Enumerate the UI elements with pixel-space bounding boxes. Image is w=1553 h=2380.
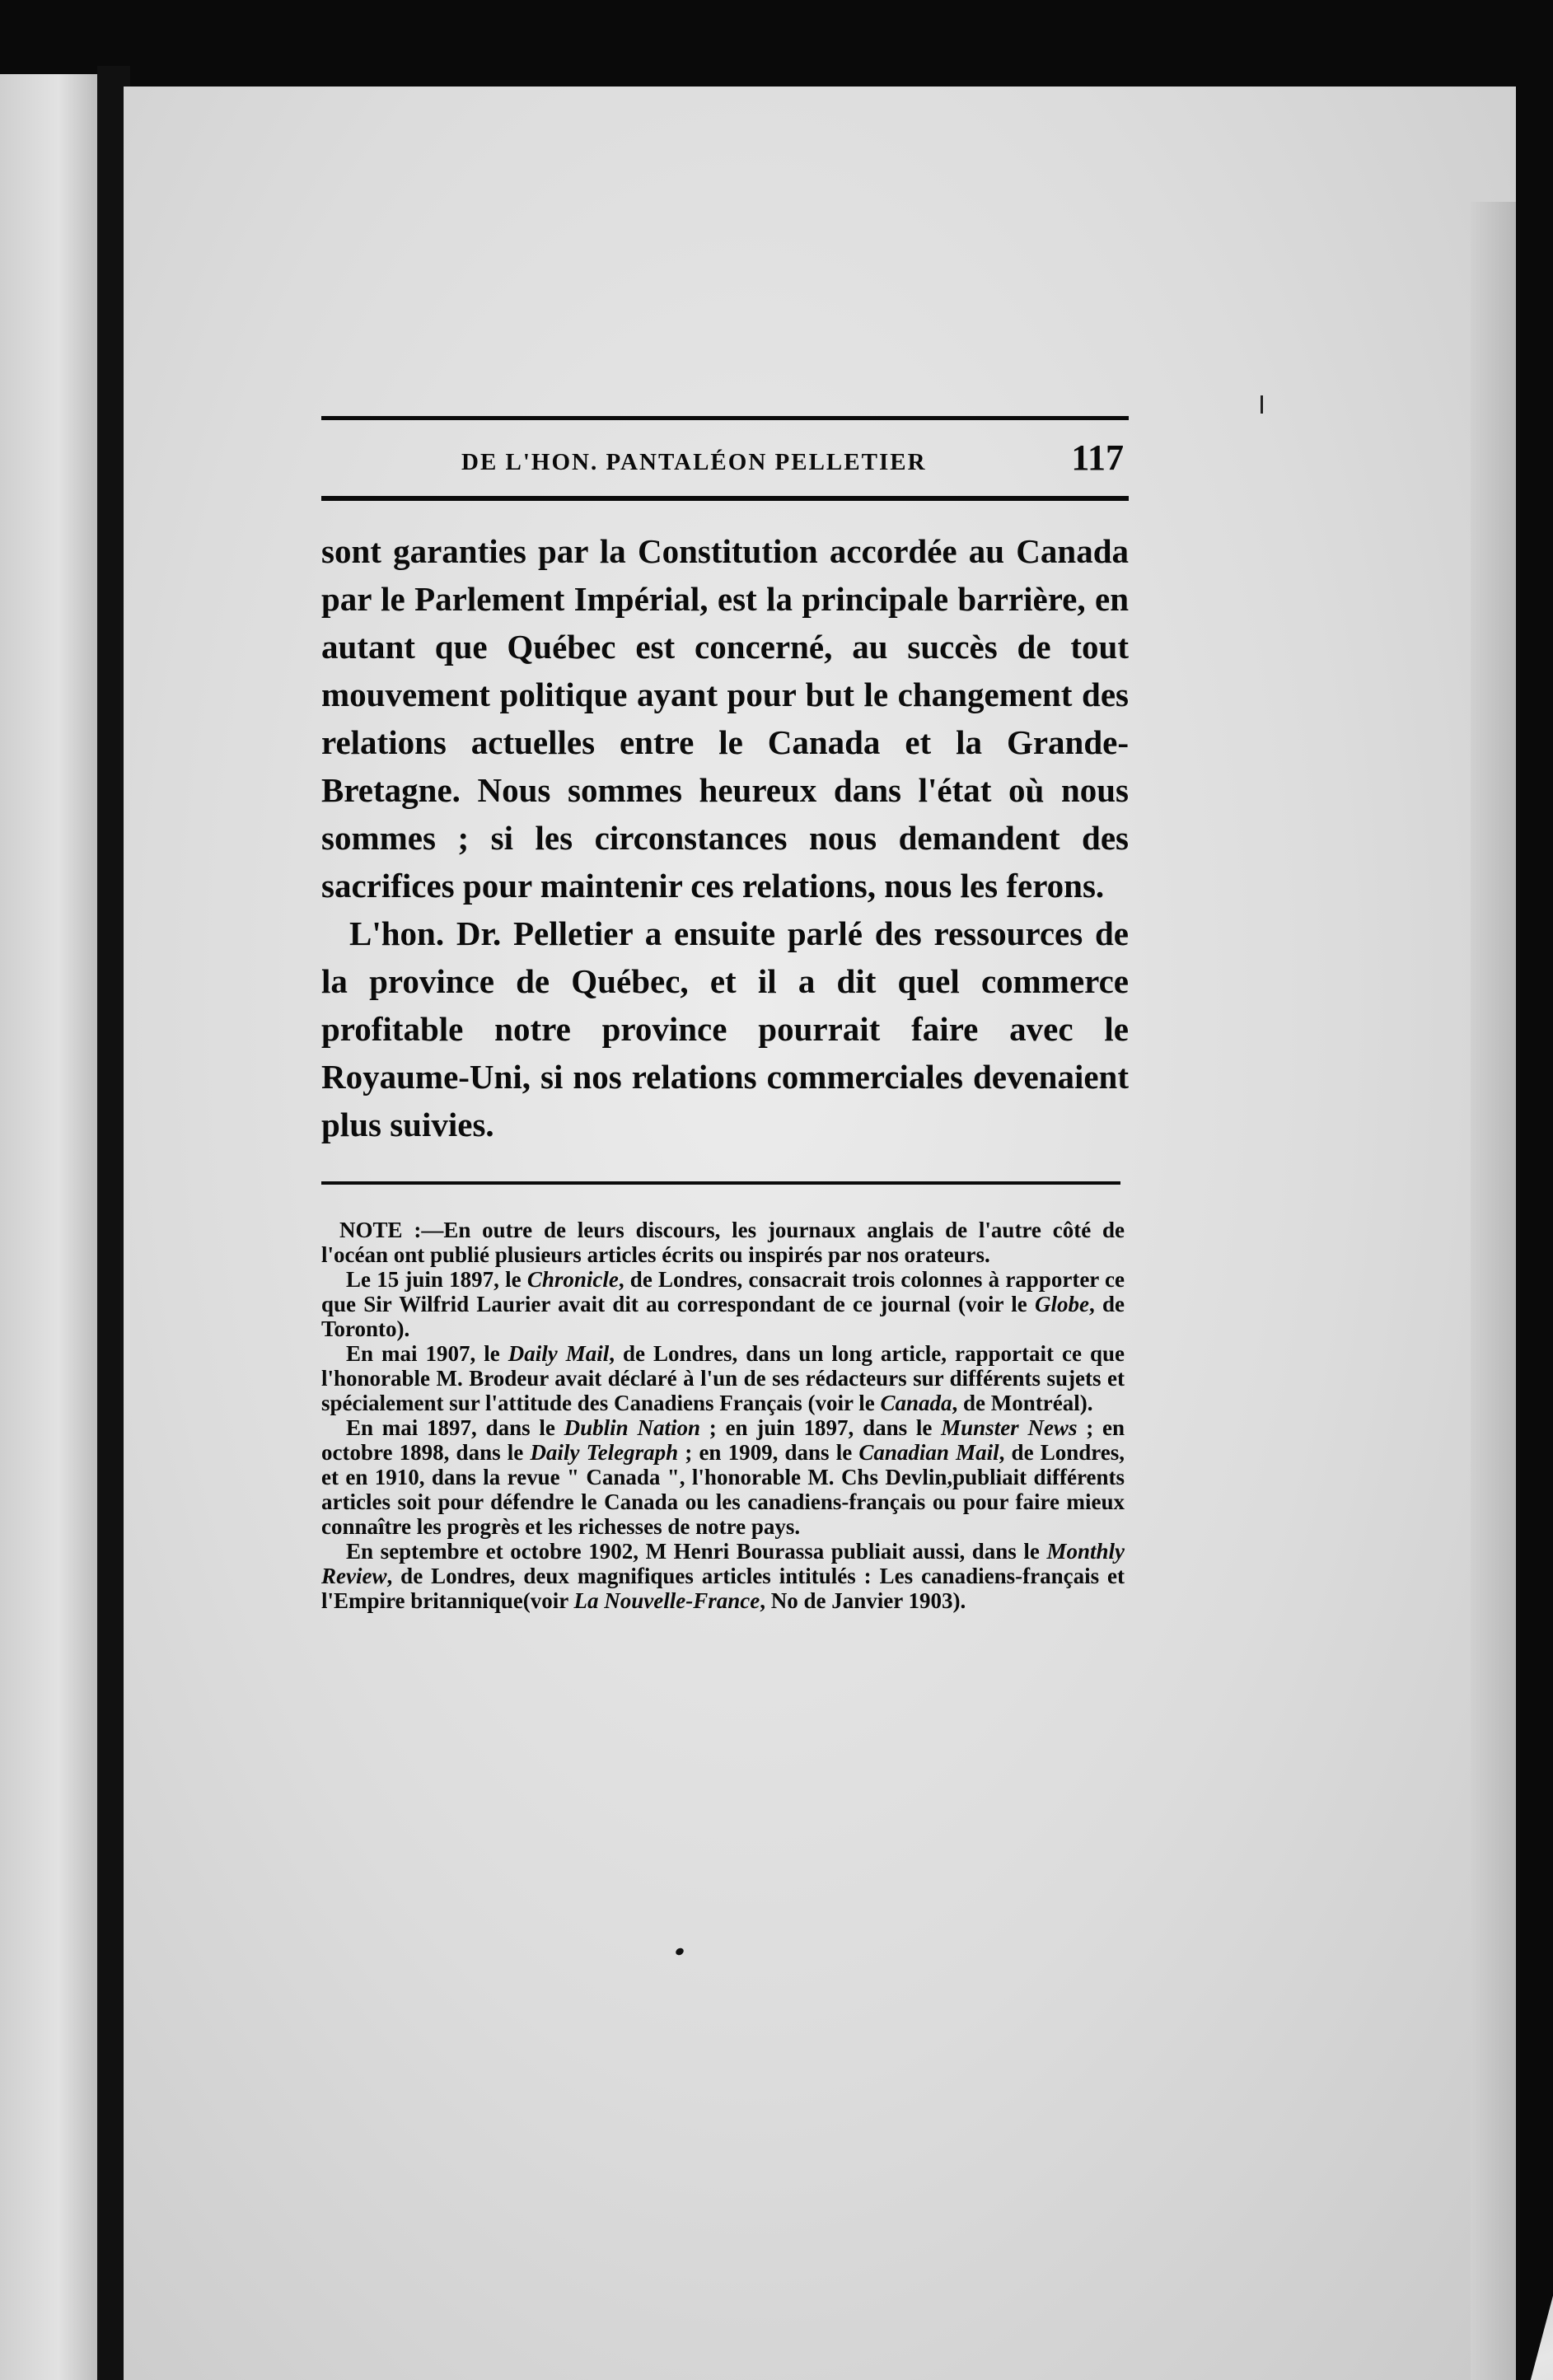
publication-name: Dublin Nation — [564, 1415, 700, 1440]
footnote: En mai 1897, dans le Dublin Nation ; en juin 1897, dans le Munster News ; en octobre 1898, dans le Daily Telegraph ; en 1909, dans le Canadian Mail, de Londres, et en 1910, dans la revue " Canada ", l'honorable M. Chs Devlin,publiait différents articles soit pour défendre le Canada ou les canadiens-français ou pour faire mieux connaître les progrès et les richesses de notre pays. — [321, 1415, 1125, 1539]
adjacent-page-strip — [0, 74, 97, 2380]
running-head — [321, 437, 1129, 489]
publication-name: Chronicle — [526, 1267, 619, 1292]
footnote: Le 15 juin 1897, le Chronicle, de Londres, consacrait trois colonnes à rapporter ce que Sir Wilfrid Laurier avait dit au correspondant de ce journal (voir le Globe, de Toronto). — [321, 1267, 1125, 1341]
running-title: DE L'HON. PANTALÉON PELLETIER — [461, 449, 927, 475]
publication-name: Daily Telegraph — [530, 1440, 679, 1465]
stray-mark — [1261, 395, 1263, 414]
body-paragraph: sont garanties par la Constitution accordée au Canada par le Parlement Impérial, est la principale barrière, en autant que Québec est concerné, au succès de tout mouvement politique ayant pour but le changement des relations actuelles entre le Canada et la Grande-Bretagne. Nous sommes heureux dans l'état où nous sommes ; si les circonstances nous demandent des sacrifices pour maintenir ces relations, nous les ferons. — [321, 532, 1129, 905]
publication-name: La Nouvelle-France — [573, 1588, 760, 1613]
publication-name: Daily Mail — [508, 1341, 610, 1366]
body-paragraph: L'hon. Dr. Pelletier a ensuite parlé des ressources de la province de Québec, et il a dit quel commerce profitable notre province pourrait faire avec le Royaume-Uni, si nos relations commerciales devenaient plus suivies. — [321, 914, 1129, 1143]
text-block — [321, 416, 1129, 1613]
publication-name: Canadian Mail — [858, 1440, 999, 1465]
body-text — [321, 527, 1129, 1148]
header-rule-bottom — [321, 496, 1129, 501]
footnote-separator — [321, 1181, 1120, 1185]
footnotes — [321, 1218, 1125, 1613]
publication-name: Munster News — [941, 1415, 1078, 1440]
publication-name: Monthly Review — [321, 1539, 1125, 1588]
header-rule-top — [321, 416, 1129, 420]
publication-name: Canada — [880, 1391, 952, 1415]
publication-name: Globe — [1035, 1292, 1089, 1316]
page-number: 117 — [1071, 437, 1124, 478]
footnote: NOTE :—En outre de leurs discours, les journaux anglais de l'autre côté de l'océan ont publié plusieurs articles écrits ou inspirés par nos orateurs. — [321, 1218, 1125, 1267]
footnote: En mai 1907, le Daily Mail, de Londres, dans un long article, rapportait ce que l'honorable M. Brodeur avait déclaré à l'un de ses rédacteurs sur différents sujets et spécialement sur l'attitude des Canadiens Français (voir le Canada, de Montréal). — [321, 1341, 1125, 1415]
footnote: En septembre et octobre 1902, M Henri Bourassa publiait aussi, dans le Monthly Review, de Londres, deux magnifiques articles intitulés : Les canadiens-français et l'Empire britannique(voir La Nouvelle-France, No de Janvier 1903). — [321, 1539, 1125, 1613]
page-edge — [1471, 202, 1516, 2380]
